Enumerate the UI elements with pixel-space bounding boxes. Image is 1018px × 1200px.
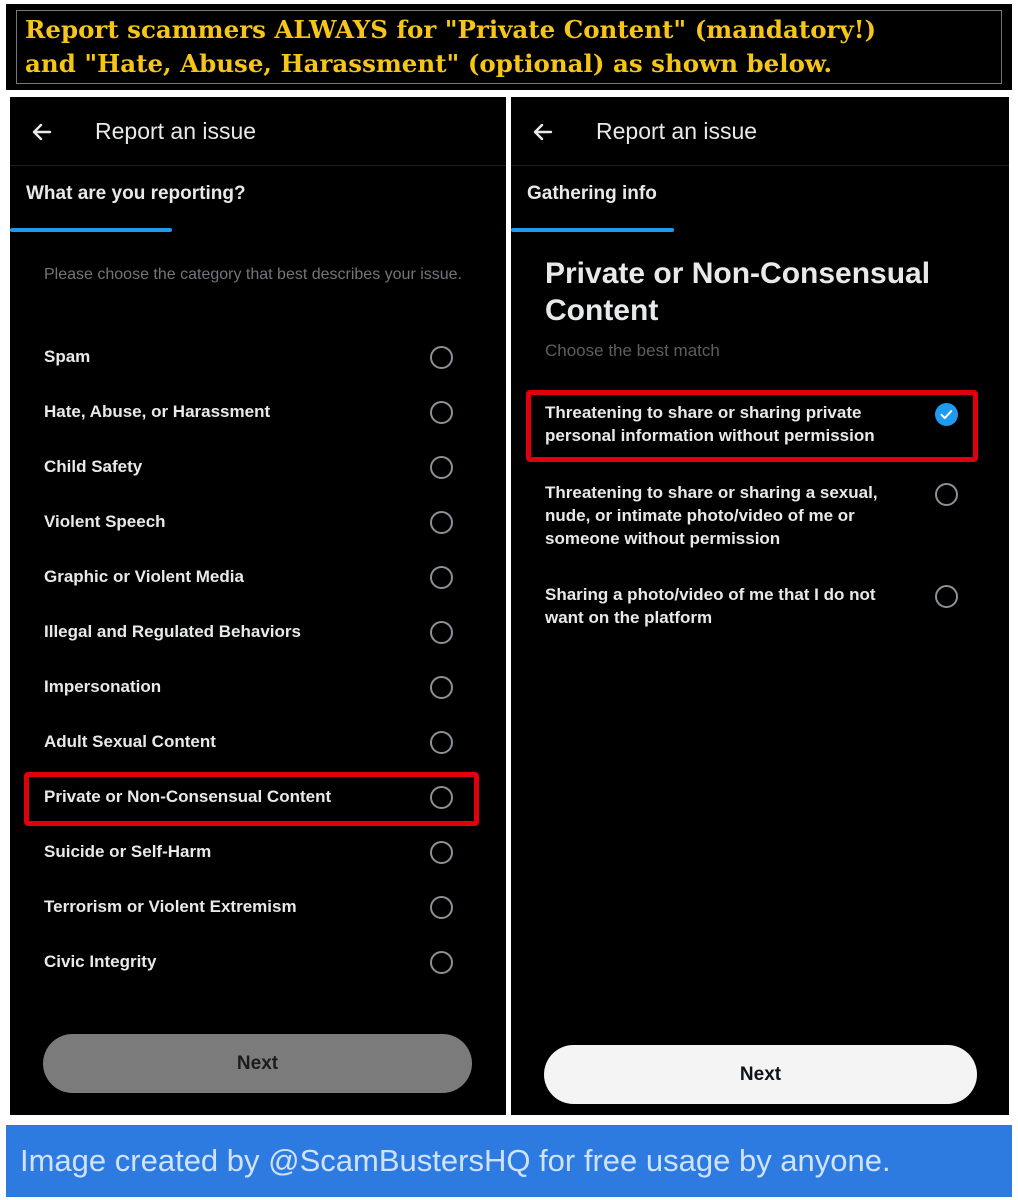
- back-arrow-icon[interactable]: [30, 120, 54, 144]
- radio-button[interactable]: [935, 585, 958, 608]
- option-label: Suicide or Self-Harm: [44, 842, 212, 861]
- option-label: Spam: [44, 347, 91, 366]
- option-terrorism-violent-extremism[interactable]: [26, 883, 486, 933]
- option-label: Sharing a photo/video of me that I do not want on the platform: [545, 585, 876, 627]
- back-arrow-icon[interactable]: [531, 120, 555, 144]
- option-label: Civic Integrity: [44, 952, 157, 971]
- active-tab-indicator: [511, 228, 674, 232]
- option-suicide-self-harm[interactable]: [26, 828, 486, 878]
- option-label: Child Safety: [44, 457, 143, 476]
- option-label: Violent Speech: [44, 512, 166, 531]
- option-adult-sexual-content[interactable]: [26, 718, 486, 768]
- banner-line-1: Report scammers ALWAYS for "Private Content" (mandatory!): [25, 15, 877, 44]
- next-button[interactable]: Next: [43, 1034, 472, 1093]
- radio-button[interactable]: [430, 841, 453, 864]
- option-label: Terrorism or Violent Extremism: [44, 897, 297, 916]
- option-label: Hate, Abuse, or Harassment: [44, 402, 271, 421]
- radio-button[interactable]: [430, 401, 453, 424]
- option-label: Threatening to share or sharing a sexual, nude, or intimate photo/video of me or someone without permission: [545, 483, 878, 548]
- radio-button[interactable]: [430, 346, 453, 369]
- option-spam[interactable]: [26, 333, 486, 383]
- section-heading: Private or Non-Consensual Content: [545, 257, 931, 327]
- option-graphic-violent-media[interactable]: [26, 553, 486, 603]
- red-highlight-box: [526, 390, 978, 462]
- next-button[interactable]: Next: [544, 1045, 977, 1104]
- page-title: Report an issue: [95, 118, 257, 144]
- option-impersonation[interactable]: [26, 663, 486, 713]
- radio-button[interactable]: [430, 896, 453, 919]
- option-label: Graphic or Violent Media: [44, 567, 244, 586]
- option-label: Impersonation: [44, 677, 162, 696]
- credit-text: Image created by @ScamBustersHQ for free usage by anyone.: [20, 1143, 891, 1178]
- page-title: Report an issue: [596, 118, 758, 144]
- radio-button[interactable]: [935, 483, 958, 506]
- option-civic-integrity[interactable]: [26, 938, 486, 988]
- radio-button[interactable]: [430, 511, 453, 534]
- gathering-info-screen: [511, 97, 1009, 1115]
- banner-line-2: and "Hate, Abuse, Harassment" (optional) as shown below.: [25, 49, 833, 78]
- option-label: Adult Sexual Content: [44, 732, 216, 751]
- radio-button[interactable]: [430, 731, 453, 754]
- radio-button[interactable]: [430, 621, 453, 644]
- option-child-safety[interactable]: [26, 443, 486, 493]
- option-label: Private or Non-Consensual Content: [44, 787, 332, 806]
- radio-button[interactable]: [430, 951, 453, 974]
- option-illegal-regulated[interactable]: [26, 608, 486, 658]
- option-intimate-photo-video[interactable]: [533, 481, 989, 553]
- option-hate-abuse-harassment[interactable]: [26, 388, 486, 438]
- instruction-banner: [6, 4, 1012, 90]
- option-unwanted-photo-video[interactable]: [533, 583, 989, 633]
- choose-hint: Choose the best match: [545, 341, 720, 360]
- radio-button[interactable]: [430, 676, 453, 699]
- instruction-banner-frame: [16, 10, 1002, 84]
- option-label: Threatening to share or sharing private personal information without permission: [545, 403, 875, 445]
- credit-footer: [6, 1125, 1012, 1197]
- category-hint: Please choose the category that best describes your issue.: [44, 266, 463, 283]
- radio-button[interactable]: [430, 566, 453, 589]
- radio-button[interactable]: [430, 456, 453, 479]
- option-violent-speech[interactable]: [26, 498, 486, 548]
- red-highlight-box: [24, 772, 479, 826]
- tab-what-are-you-reporting[interactable]: What are you reporting?: [26, 183, 246, 204]
- app-bar: [10, 97, 506, 166]
- tab-gathering-info[interactable]: Gathering info: [527, 183, 657, 204]
- report-category-screen: [10, 97, 506, 1115]
- active-tab-indicator: [10, 228, 172, 232]
- option-label: Illegal and Regulated Behaviors: [44, 622, 301, 641]
- app-bar: [511, 97, 1009, 166]
